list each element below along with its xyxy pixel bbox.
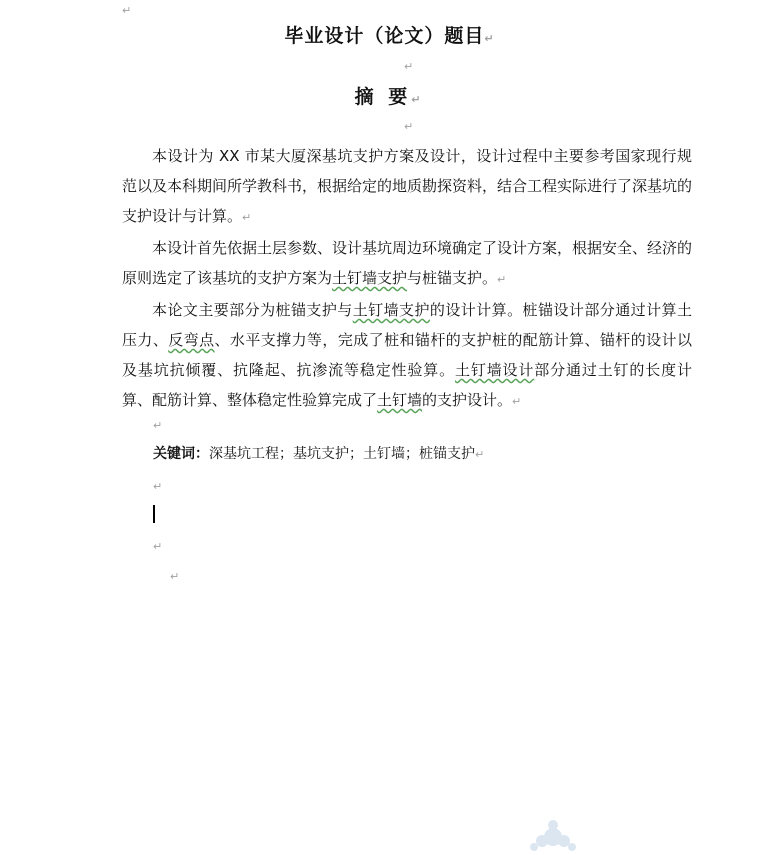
- abstract-paragraph: [122, 295, 692, 417]
- keywords-line: [153, 443, 484, 466]
- abstract-paragraph: [122, 233, 692, 295]
- paragraph-mark: ↵: [153, 540, 163, 553]
- abstract-paragraph: [122, 141, 692, 233]
- spellcheck-underlined-text: 土钉墙: [377, 391, 423, 409]
- paragraph-text: 的支护设计。: [422, 391, 513, 409]
- paragraph-text: 部分通过土钉的长度计算、配筋计算、整体稳定性验算完成了: [122, 361, 692, 409]
- spellcheck-underlined-text: 土钉墙支护: [352, 301, 430, 319]
- keywords-label: 关键词：: [153, 446, 209, 462]
- paragraph-mark: ↵: [497, 273, 507, 286]
- paragraph-text: 、水平支撑力等，完成了桩和锚杆的支护桩的配筋计算、锚杆的设计以及基坑抗倾覆、抗隆起、抗渗流等稳定性验算。: [122, 331, 692, 379]
- paragraph-mark: ↵: [242, 211, 252, 224]
- paragraph-mark: ↵: [404, 60, 414, 73]
- text-cursor: [153, 505, 155, 523]
- watermark-icon: [522, 815, 584, 855]
- abstract-heading-text: 摘 要: [354, 86, 412, 108]
- paragraph-text: 与桩锚支护。: [407, 269, 498, 287]
- spellcheck-underlined-text: 土钉墙设计: [454, 361, 535, 379]
- paragraph-mark: ↵: [484, 32, 495, 45]
- abstract-body[interactable]: [122, 141, 692, 417]
- thesis-title: [0, 21, 779, 48]
- spellcheck-underlined-text: 反弯点: [168, 331, 215, 349]
- paragraph-mark: ↵: [475, 448, 485, 461]
- paragraph-mark: ↵: [512, 395, 522, 408]
- paragraph-text: 本设计首先依据土层参数、设计基坑周边环境确定了设计方案，根据安全、经济的原则选定了该基坑的支护方案为: [122, 239, 693, 287]
- paragraph-mark: ↵: [170, 570, 180, 583]
- paragraph-mark: ↵: [153, 480, 163, 493]
- abstract-heading: [0, 82, 779, 109]
- keywords-value: 深基坑工程；基坑支护；土钉墙；桩锚支护: [209, 446, 475, 462]
- paragraph-text: 本设计为 XX 市某大厦深基坑支护方案及设计，设计过程中主要参考国家现行规范以及本科期间所学教科书，根据给定的地质勘探资料，结合工程实际进行了深基坑的支护设计与计算。: [122, 147, 693, 225]
- paragraph-text: 的设计计算。桩锚设计部分通过计算土压力、: [122, 301, 692, 349]
- paragraph-mark: ↵: [411, 93, 425, 106]
- paragraph-mark: ↵: [404, 120, 414, 133]
- paragraph-mark: ↵: [122, 4, 132, 17]
- spellcheck-underlined-text: 土钉墙支护: [332, 269, 408, 287]
- paragraph-mark: ↵: [153, 419, 163, 432]
- paragraph-text: 本论文主要部分为桩锚支护与: [152, 301, 353, 319]
- thesis-title-text: 毕业设计（论文）题目: [284, 25, 485, 47]
